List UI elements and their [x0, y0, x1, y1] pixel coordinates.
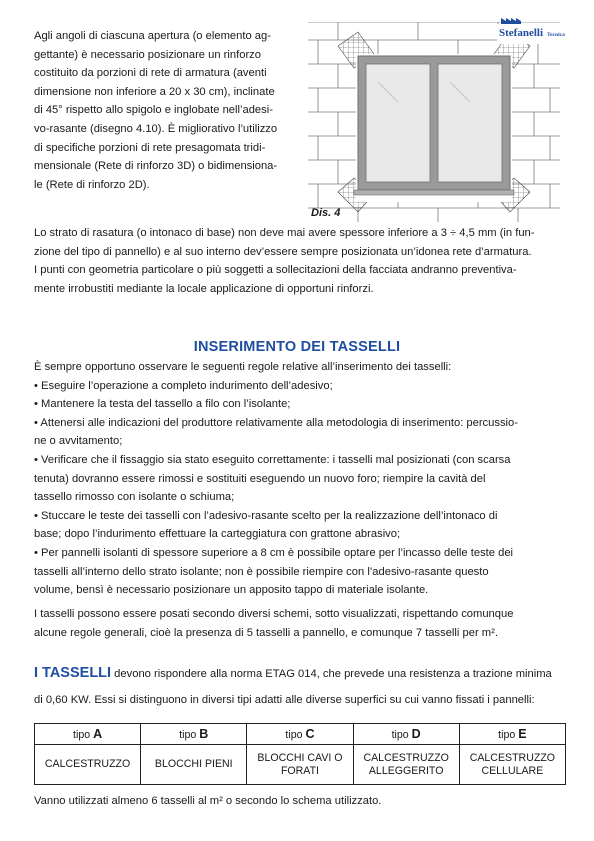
rules-line: • Per pannelli isolanti di spessore superiore a 8 cm è possibile optare per l’incasso delle teste dei — [34, 546, 514, 559]
rules-line: • Verificare che il fissaggio sia stato eseguito correttamente: i tasselli mal posizionati (con scarsa — [34, 453, 511, 466]
rules-line: • Eseguire l’operazione a completo indurimento dell’adesivo; — [34, 379, 333, 392]
logo-subtext: Tecnica — [547, 32, 565, 38]
section-title: INSERIMENTO DEI TASSELLI — [193, 339, 401, 355]
table-cell: CALCESTRUZZO CELLULARE — [459, 745, 565, 785]
intro-line: vo-rasante (disegno 4.10). È migliorativo l’utilizzo — [34, 122, 278, 135]
intro-line: costituito da porzioni di rete di armatura (aventi — [34, 67, 267, 80]
table-cell: CALCESTRUZZO — [35, 745, 141, 785]
rasatura-paragraph — [34, 224, 566, 298]
table-cell: CALCESTRUZZO ALLEGGERITO — [353, 745, 459, 785]
etag-line-2: di 0,60 KW. Essi si distinguono in diversi tipi adatti alle diverse superfici su cui vanno fissati i pannelli: — [34, 694, 535, 706]
intro-line: mensionale (Rete di rinforzo 3D) o bidimensiona- — [34, 160, 278, 173]
window-reinforcement-figure — [308, 22, 560, 222]
intro-line: dimensione non inferiore a 20 x 30 cm), inclinate — [34, 85, 275, 98]
footer-note: Vanno utilizzati almeno 6 tasselli al m² o secondo lo schema utilizzato. — [34, 795, 382, 807]
etag-paragraph — [34, 660, 574, 713]
etag-text: devono rispondere alla norma ETAG 014, che prevede una resistenza a trazione minima — [111, 668, 552, 680]
intro-line: Agli angoli di ciascuna apertura (o elemento ag- — [34, 30, 271, 42]
rasatura-line: I punti con geometria particolare o più soggetti a sollecitazioni della facciata andranno preventiva- — [34, 264, 517, 277]
table-cell: BLOCCHI PIENI — [141, 745, 247, 785]
rasatura-line: mente irrobustiti mediante la locale applicazione di opportuni rinforzi. — [34, 282, 374, 295]
rules-line: ne o avvitamento; — [34, 435, 123, 448]
rules-line: tasselli all’interno dello strato isolante; non è possibile riempire con l’adesivo-rasante questo — [34, 565, 489, 578]
table-header-cell: tipo E — [459, 724, 565, 745]
rules-line: È sempre opportuno osservare le seguenti regole relative all’inserimento dei tasselli: — [34, 361, 452, 373]
schemi-line: alcune regole generali, cioè la presenza di 5 tasselli a pannello, e comunque 7 tasselli per m². — [34, 626, 498, 639]
schemi-paragraph — [34, 605, 566, 642]
intro-line: di specifiche porzioni di rete presagomata tridi- — [34, 141, 266, 154]
anchor-type-table — [34, 723, 566, 785]
table-header-row — [35, 724, 566, 745]
intro-paragraph — [34, 27, 296, 194]
window-frame — [354, 56, 514, 195]
table-row — [35, 745, 566, 785]
figure-caption: Dis. 4 — [311, 207, 341, 219]
rules-line: • Attenersi alle indicazioni del produttore relativamente alla metodologia di inserimento: percussio- — [34, 416, 518, 429]
table-header-cell: tipo D — [353, 724, 459, 745]
schemi-line: I tasselli possono essere posati secondo diversi schemi, sotto visualizzati, rispettando comunque — [34, 608, 514, 620]
table-header-cell: tipo C — [247, 724, 353, 745]
rules-line: base; dopo l’indurimento effettuare la carteggiatura con grattone abrasivo; — [34, 528, 401, 541]
intro-line: gettante) è necessario posizionare un rinforzo — [34, 48, 261, 61]
rules-list — [34, 358, 566, 600]
etag-line-1 — [34, 660, 574, 687]
rules-line: volume, bensì è necessario posizionare un apposito tappo di materiale isolante. — [34, 584, 429, 597]
rules-line: tenuta) dovranno essere rimossi e sostituiti eseguendo un nuovo foro; riempire la cavità del — [34, 472, 486, 485]
table-cell: BLOCCHI CAVI O FORATI — [247, 745, 353, 785]
intro-line: le (Rete di rinforzo 2D). — [34, 178, 150, 191]
etag-lead: I TASSELLI — [34, 665, 112, 681]
intro-line: di 45° rispetto allo spigolo e inglobate nell’adesi- — [34, 104, 273, 117]
rasatura-line: zione del tipo di pannello) e al suo interno dev’essere sempre posizionata un’idonea rete d’armatura. — [34, 245, 532, 258]
rasatura-line: Lo strato di rasatura (o intonaco di base) non deve mai avere spessore inferiore a 3 ÷ 4,5 mm (in fun- — [34, 227, 535, 239]
rules-line: • Mantenere la testa del tassello a filo con l’isolante; — [34, 398, 291, 411]
table-header-cell: tipo B — [141, 724, 247, 745]
logo-text: Stefanelli — [499, 27, 543, 39]
table-header-cell: tipo A — [35, 724, 141, 745]
rules-line: • Stuccare le teste dei tasselli con l’adesivo-rasante scelto per la realizzazione dell’intonaco di — [34, 509, 498, 522]
stefanelli-logo — [497, 18, 569, 44]
rules-line: tassello rimosso con isolante o schiuma; — [34, 491, 235, 504]
